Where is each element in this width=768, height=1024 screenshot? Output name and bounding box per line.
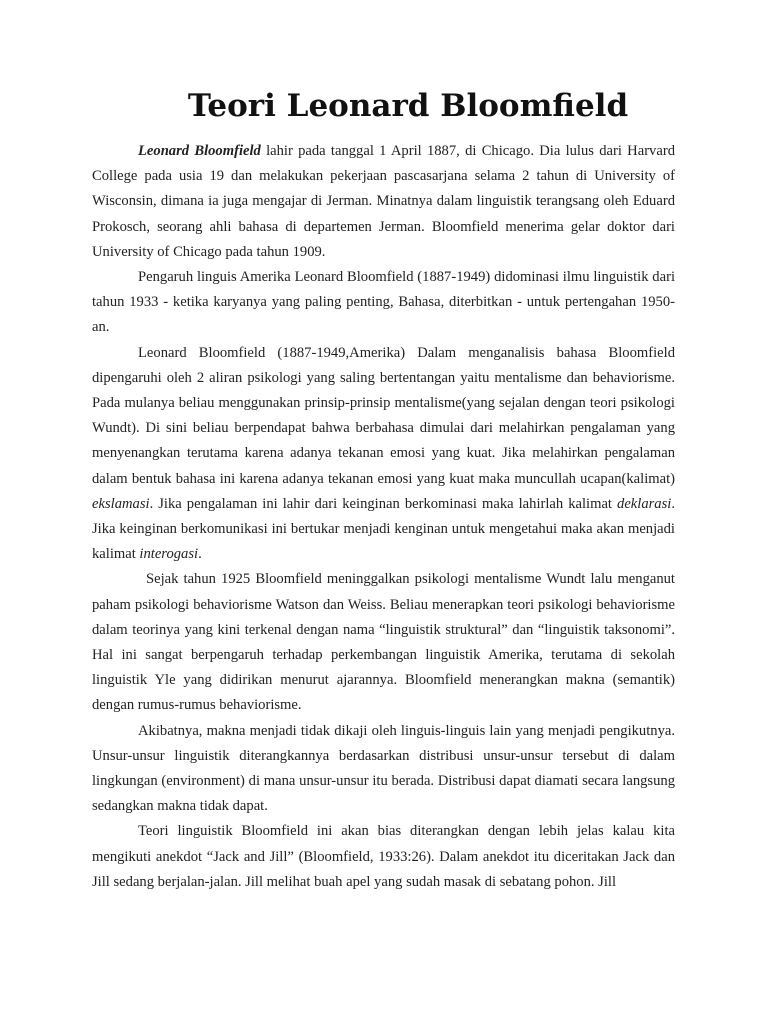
paragraph-biography [92, 139, 675, 265]
document-title: Teori Leonard Bloomfield [187, 88, 629, 124]
paragraph-influence [92, 265, 675, 341]
paragraph-text: Sejak tahun 1925 Bloomfield meninggalkan psikologi mentalisme Wundt lalu menganut paham psikologi behaviorisme Watson dan Weiss. Beliau menerapkan teori psikologi behaviorisme dalam teorinya yang kini terkenal dengan nama “linguistik struktural” dan “linguistik taksonomi”. Hal ini sangat berpengaruh terhadap perkembangan linguistik Amerika, terutama di sekolah linguistik Yle yang didirikan menurut ajarannya. Bloomfield menerangkan makna (semantik) dengan rumus-rumus behaviorisme. [92, 571, 675, 714]
term-interogasi: interogasi [139, 546, 199, 563]
paragraph-text: Teori linguistik Bloomfield ini akan bias diterangkan dengan lebih jelas kalau kita mengikuti anekdot “Jack and Jill” (Bloomfield, 1933:26). Dalam anekdot itu diceritakan Jack dan Jill sedang berjalan-jalan. Jill melihat buah apel yang sudah masak di sebatang pohon. Jill [92, 823, 675, 890]
paragraph-behaviorism [92, 567, 675, 718]
term-ekslamasi: ekslamasi [92, 495, 150, 512]
paragraph-text: lahir pada tanggal 1 April 1887, di Chicago. Dia lulus dari Harvard College pada usia 19 dan melakukan pekerjaan pascasarjana selama 2 tahun di University of Wisconsin, dimana ia juga mengajar di Jerman. Minatnya dalam linguistik terangsang oleh Eduard Prokosch, seorang ahli bahasa di departemen Jerman. Bloomfield menerima gelar doktor dari University of Chicago pada tahun 1909. [92, 143, 675, 260]
paragraph-text: . Jika keinginan berkomunikasi ini bertukar menjadi kenginan untuk mengetahui maka akan menjadi kalimat [92, 495, 675, 563]
paragraph-text: Pengaruh linguis Amerika Leonard Bloomfield (1887-1949) didominasi ilmu linguistik dari tahun 1933 - ketika karyanya yang paling penting, Bahasa, diterbitkan - untuk pertengahan 1950-an. [92, 269, 675, 336]
document-body [92, 139, 675, 895]
paragraph-mentalism [92, 341, 675, 568]
paragraph-anecdote [92, 819, 675, 895]
paragraph-text: . Jika pengalaman ini lahir dari keinginan berkominasi maka lahirlah kalimat [149, 495, 618, 512]
paragraph-consequence [92, 719, 675, 820]
paragraph-text: . [198, 546, 202, 563]
paragraph-lead-name: Leonard Bloomfield [138, 143, 261, 159]
term-deklarasi: deklarasi [617, 495, 672, 512]
paragraph-text: Leonard Bloomfield (1887-1949,Amerika) Dalam menganalisis bahasa Bloomfield dipengaruhi oleh 2 aliran psikologi yang saling bertentangan yaitu mentalisme dan behaviorisme. Pada mulanya beliau menggunakan prinsip-prinsip mentalisme(yang sejalan dengan teori psikologi Wundt). Di sini beliau berpendapat bahwa berbahasa dimulai dari melahirkan pengalaman yang menyenangkan terutama karena adanya tekanan emosi yang kuat. Jika melahirkan pengalaman dalam bentuk bahasa ini karena adanya tekanan emosi yang kuat maka muncullah ucapan(kalimat) [92, 344, 675, 487]
paragraph-text: Akibatnya, makna menjadi tidak dikaji oleh linguis-linguis lain yang menjadi pengikutnya. Unsur-unsur linguistik diterangkannya berdasarkan distribusi unsur-unsur tersebut di dalam lingkungan (environment) di mana unsur-unsur itu berada. Distribusi dapat diamati secara langsung sedangkan makna tidak dapat. [92, 722, 675, 815]
